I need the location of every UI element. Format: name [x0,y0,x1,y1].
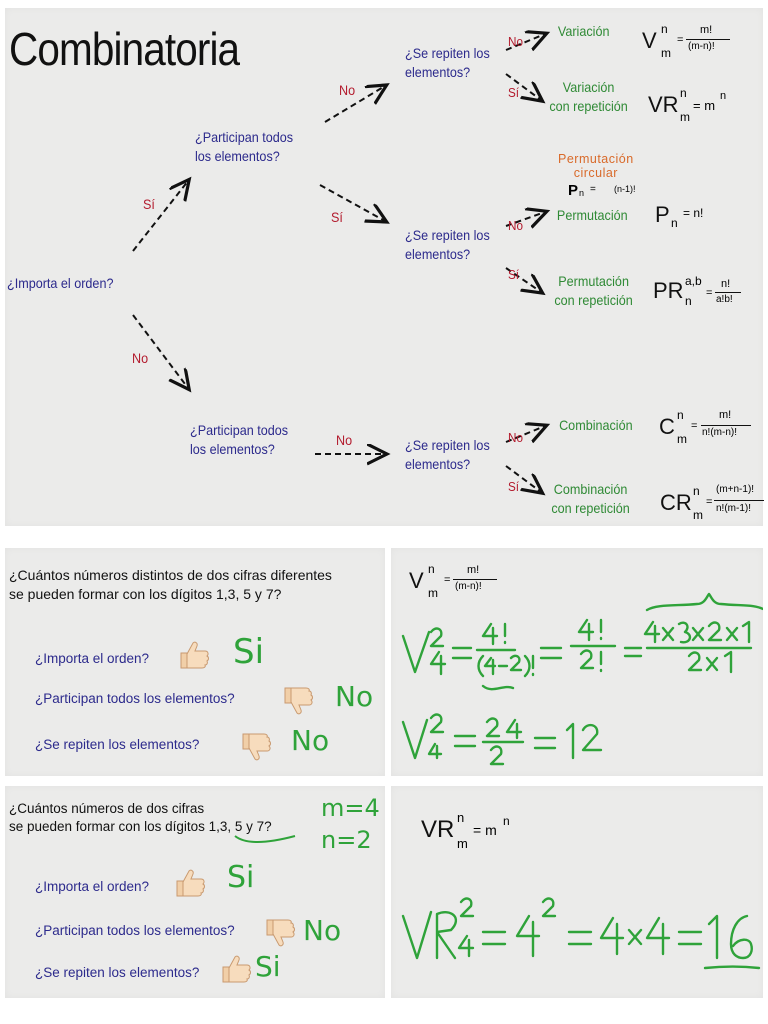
example2-m-value: m=4 [321,794,380,822]
example2-solution-panel [391,786,763,998]
result-combinacion: Combinación [559,417,633,433]
example1-solution-panel [391,548,763,776]
repeat-question-1: ¿Se repiten los elementos? [405,45,490,80]
participate-question-top: ¿Participan todos los elementos? [195,129,294,164]
example1-q-all: ¿Participan todos los elementos? [35,691,235,706]
result-combinacion-repeticion: Combinación con repetición [551,481,630,516]
branch-no-label: No [132,350,149,366]
example2-question-panel [5,786,385,998]
example1-answer-order: Si [233,632,265,672]
repeat-question-2: ¿Se repiten los elementos? [405,227,490,262]
example1-question-panel [5,548,385,776]
result-variacion-repeticion: Variación con repetición [549,79,628,114]
formula-combinacion: C n m = m! n!(m-n)! [659,404,763,448]
branch-no-label: No [336,432,353,448]
example2-n-value: n=2 [321,826,372,854]
formula-variacion-repeticion: VR n m = m n [648,86,727,124]
thumbs-up-icon [217,954,253,984]
thumbs-down-icon [279,682,315,716]
example2-answer-repeat: Si [255,950,281,983]
branch-yes-label: Sí [143,196,155,212]
example1-formula: V n m = m! (m-n)! [409,560,529,604]
example2-formula: VR n m = m n [421,810,510,851]
example2-question: ¿Cuántos números de dos cifras se pueden formar con los dígitos 1,3, 5 y 7? [9,801,272,834]
example1-handwritten-work [391,548,763,776]
formula-permutacion-repeticion: PR a,b n = n! a!b! [653,274,763,314]
example2-q-repeat: ¿Se repiten los elementos? [35,965,200,980]
formula-variacion: V n m = m! (m-n)! [642,18,762,62]
example1-answer-all: No [335,680,374,713]
formula-permutacion: P n = n! [655,202,704,230]
participate-question-bottom: ¿Participan todos los elementos? [190,422,289,457]
branch-no-label: No [508,430,523,445]
thumbs-down-icon [237,728,273,762]
thumbs-down-icon [261,914,297,948]
example1-question: ¿Cuántos números distintos de dos cifras diferentes se pueden formar con los dígitos 1,3, 5 y 7? [9,567,332,602]
dashed-arrow-icon [320,185,385,221]
thumbs-up-icon [175,640,211,670]
example2-handwritten-work [391,786,763,998]
result-variacion: Variación [557,23,610,39]
thumbs-up-icon [171,868,207,898]
example2-answer-all: No [303,914,342,947]
branch-yes-label: Sí [331,209,343,225]
example2-q-all: ¿Participan todos los elementos? [35,923,235,938]
formula-permutacion-circular: P n = (n-1)! [568,182,636,199]
result-permutacion: Permutación [556,207,628,223]
example1-q-order: ¿Importa el orden? [35,651,150,666]
diagram-panel [5,8,763,526]
dashed-arrow-icon [133,181,188,251]
example1-q-repeat: ¿Se repiten los elementos? [35,737,200,752]
repeat-question-3: ¿Se repiten los elementos? [405,437,490,472]
branch-no-label: No [508,34,523,49]
branch-no-label: No [508,218,523,233]
root-question: ¿Importa el orden? [7,275,114,291]
result-permutacion-circular: Permutación circular [558,152,634,180]
diagram-title: Combinatoria [9,23,240,75]
branch-no-label: No [339,82,356,98]
example2-q-order: ¿Importa el orden? [35,879,150,894]
example1-answer-repeat: No [291,724,330,757]
example2-answer-order: Si [227,860,255,895]
example2-underline [233,832,303,846]
formula-combinacion-repeticion: CR n m = (m+n-1)! n!(m-1)! [660,482,764,526]
result-permutacion-repeticion: Permutación con repetición [554,273,633,308]
branch-yes-label: Sí [508,85,520,100]
branch-yes-label: Sí [508,267,520,282]
branch-yes-label: Sí [508,479,520,494]
